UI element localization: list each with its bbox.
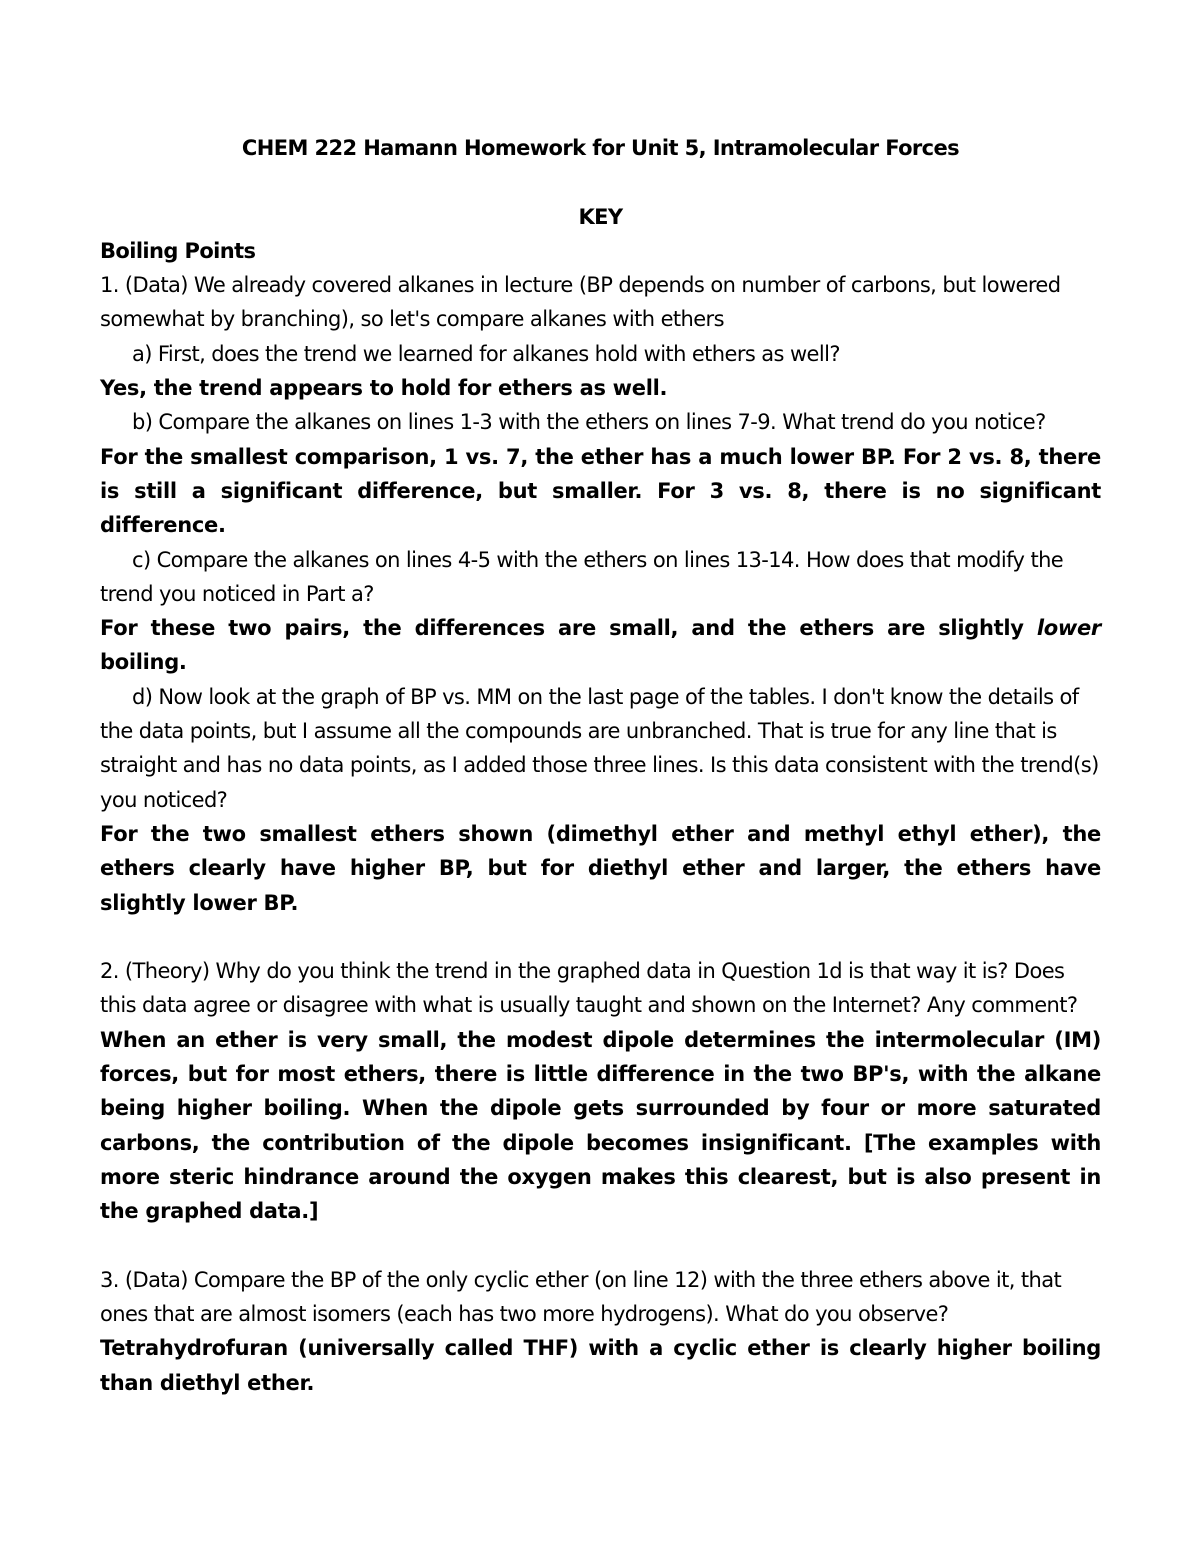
answer-1c — [100, 611, 1101, 680]
question-1b-text: b) Compare the alkanes on lines 1-3 with the ethers on lines 7-9. What trend do you notice? — [132, 410, 1046, 435]
question-1c-text — [100, 543, 1101, 612]
question-1c-label: c) Compare the alkanes on lines 4-5 with the ethers on lines 13-14. How does that modify the trend you noticed in Part a? — [100, 547, 1064, 606]
question-3-text: 3. (Data) Compare the BP of the only cyclic ether (on line 12) with the three ethers above it, that ones that are almost isomers (each has two more hydrogens). What do you observe? — [100, 1267, 1062, 1327]
document-title: CHEM 222 Hamann Homework for Unit 5, Intramolecular Forces — [241, 136, 960, 160]
answer-1d: For the two smallest ethers shown (dimethyl ether and methyl ethyl ether), the ethers clearly have higher BP, but for diethyl ether and larger, the ethers have slightly lower BP. — [100, 821, 1101, 915]
spacer — [100, 920, 1101, 954]
spacer — [100, 1229, 1101, 1263]
question-1d-text — [100, 680, 1101, 817]
answer-1a: Yes, the trend appears to hold for ethers as well. — [100, 376, 668, 401]
question-1a-text: a) First, does the trend we learned for alkanes hold with ethers as well? — [132, 341, 840, 366]
question-1d-label: d) Now look at the graph of BP vs. MM on the last page of the tables. I don't know the details of the data points, but I assume all the compounds are unbranched. That is true for any line that is straight and has no data points, as I added those three lines. Is this data consistent with the trend(s) you noticed? — [100, 684, 1099, 812]
key-label: KEY — [578, 204, 623, 229]
answer-1b: For the smallest comparison, 1 vs. 7, the ether has a much lower BP. For 2 vs. 8, there is still a significant difference, but smaller. For 3 vs. 8, there is no significant difference. — [100, 444, 1101, 538]
question-1-text: 1. (Data) We already covered alkanes in lecture (BP depends on number of carbons, but lowered somewhat by branching), so let's compare alkanes with ethers — [100, 273, 1061, 332]
answer-3: Tetrahydrofuran (universally called THF) with a cyclic ether is clearly higher boiling than diethyl ether. — [100, 1336, 1101, 1395]
document-page — [100, 131, 1101, 1400]
answer-1c-emphasis: lower — [1036, 616, 1101, 641]
section-heading: Boiling Points — [100, 238, 256, 263]
answer-2: When an ether is very small, the modest dipole determines the intermolecular (IM) forces, but for most ethers, there is little difference in the two BP's, with the alkane being higher boiling. When the dipole gets surrounded by four or more saturated carbons, the contribution of the dipole becomes insignificant. [The examples with more steric hindrance around the oxygen makes this clearest, but is also present in the graphed data.] — [100, 1027, 1101, 1224]
answer-1c-part2: boiling. — [100, 650, 187, 675]
answer-1c-part1: For these two pairs, the differences are small, and the ethers are slightly — [100, 616, 1037, 641]
question-2-text: 2. (Theory) Why do you think the trend in the graphed data in Question 1d is that way it is? Does this data agree or disagree with what is usually taught and shown on the Internet? Any comment? — [100, 959, 1078, 1018]
